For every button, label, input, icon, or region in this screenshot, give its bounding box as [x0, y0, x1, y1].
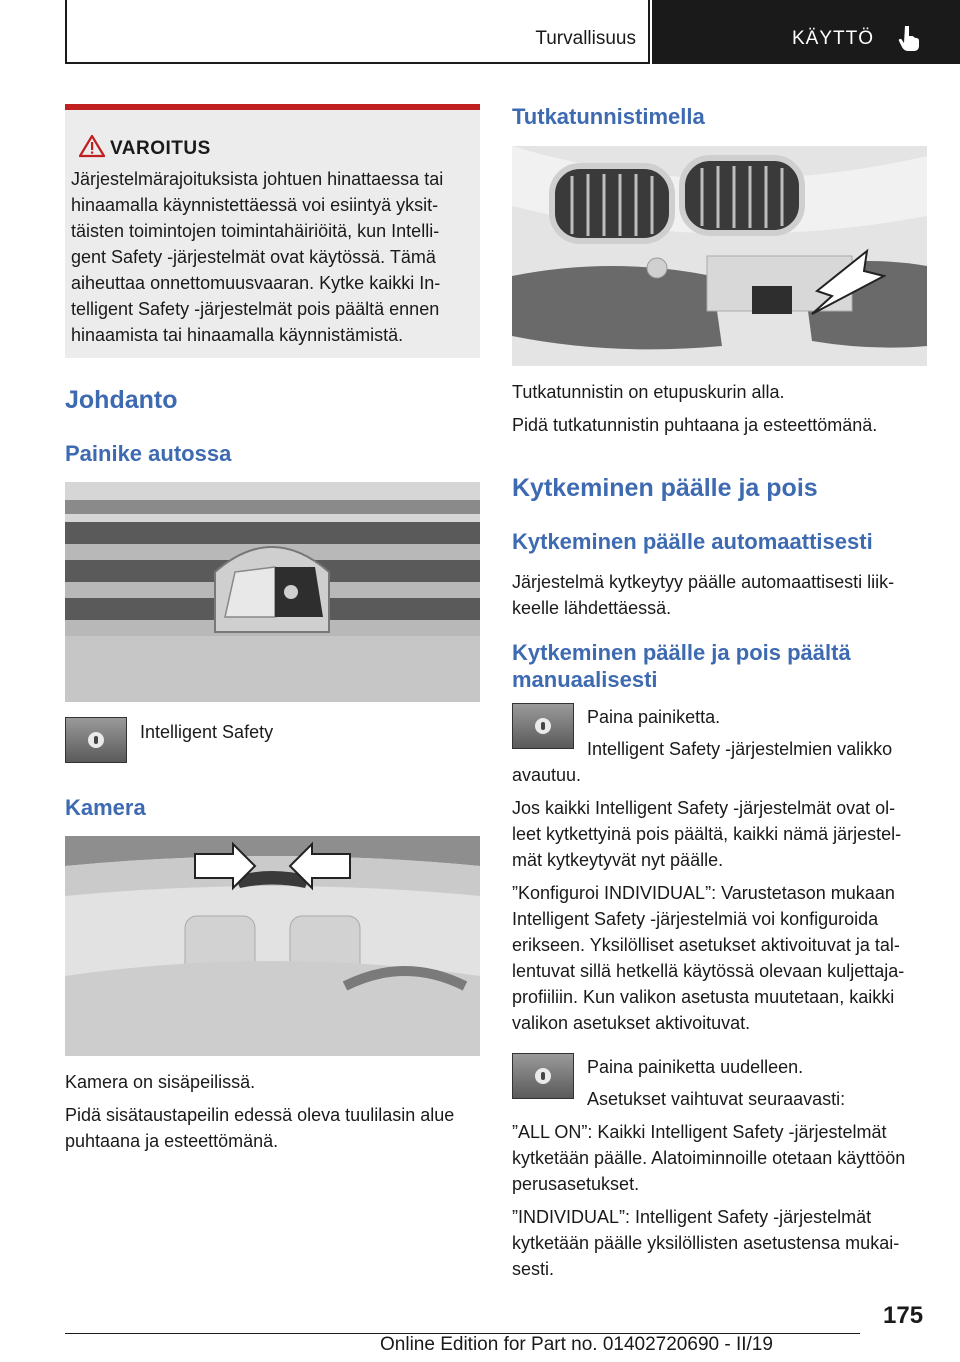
- warning-text-line: gent Safety -järjestelmät ovat käytössä. Tämä: [71, 247, 436, 267]
- intelligent-safety-button-icon: [65, 717, 127, 763]
- paragraph-6-line: sesti.: [512, 1259, 555, 1279]
- paragraph-4-line: ”Konfiguroi INDIVIDUAL”: Varustetason mukaan: [512, 883, 895, 903]
- heading-manual-line-2: manuaalisesti: [512, 667, 658, 692]
- heading-radar-sensor: Tutkatunnistimella: [512, 104, 705, 129]
- button-caption: Intelligent Safety: [140, 722, 274, 742]
- paragraph-4-line: profiiliin. Kun valikon asetusta muutetaan, kaikki: [512, 987, 895, 1007]
- paragraph-6-line: ”INDIVIDUAL”: Intelligent Safety -järjestelmät: [512, 1207, 872, 1227]
- heading-switching-on-off: Kytkeminen päälle ja pois: [512, 474, 818, 502]
- warning-text-line: täisten toimintojen toimintahäiriöitä, kun Intelli-: [71, 221, 440, 241]
- warning-text-line: aiheuttaa onnettomuusvaaran. Kytke kaikki In-: [71, 273, 441, 293]
- heading-camera: Kamera: [65, 795, 146, 820]
- menu-opens-line: Intelligent Safety -järjestelmien valikko: [587, 739, 893, 759]
- grille-button-photo: [65, 482, 480, 702]
- warning-box: [65, 104, 480, 358]
- paragraph-3-line: leet kytkettyinä pois päältä, kaikki nämä järjestel-: [512, 824, 902, 844]
- warning-text-line: telligent Safety -järjestelmät pois päältä ennen: [71, 299, 440, 319]
- header-section-tab: [65, 0, 650, 64]
- heading-introduction: Johdanto: [65, 386, 178, 414]
- header-chapter-title: KÄYTTÖ: [792, 28, 875, 49]
- pointing-hand-icon: [896, 24, 924, 52]
- menu-opens-line: avautuu.: [512, 765, 582, 785]
- auto-paragraph-line: Järjestelmä kytkeytyy päälle automaattisesti liik-: [512, 572, 895, 592]
- paragraph-5-line: kytketään päälle. Alatoiminnoille otetaan käyttöön: [512, 1148, 906, 1168]
- press-button-text: Paina painiketta.: [587, 707, 721, 727]
- paragraph-4-line: valikon asetukset aktivoituvat.: [512, 1013, 751, 1033]
- heading-button-in-car: Painike autossa: [65, 441, 232, 466]
- paragraph-3-line: Jos kaikki Intelligent Safety -järjestelmät ovat ol-: [512, 798, 896, 818]
- page-number: 175: [883, 1302, 924, 1329]
- heading-switching-on-automatically: Kytkeminen päälle automaattisesti: [512, 529, 873, 554]
- warning-text-line: Järjestelmärajoituksista johtuen hinattaessa tai: [71, 169, 444, 189]
- paragraph-4-line: lentuvat sillä hetkellä käytössä olevaan kuljettaja-: [512, 961, 905, 981]
- radar-paragraph-2: Pidä tutkatunnistin puhtaana ja esteettömänä.: [512, 415, 878, 435]
- settings-change-text: Asetukset vaihtuvat seuraavasti:: [587, 1089, 846, 1109]
- press-button-again-text: Paina painiketta uudelleen.: [587, 1057, 804, 1077]
- paragraph-3-line: mät kytkeytyvät nyt päälle.: [512, 850, 724, 870]
- intelligent-safety-button-icon: [512, 1053, 574, 1099]
- paragraph-4-line: Intelligent Safety -järjestelmiä voi konfiguroida: [512, 909, 879, 929]
- paragraph-5-line: perusasetukset.: [512, 1174, 640, 1194]
- warning-triangle-icon: [79, 134, 105, 158]
- front-bumper-radar-photo: [512, 146, 927, 366]
- warning-text-line: hinaamalla käynnistettäessä voi esiintyä yksit-: [71, 195, 439, 215]
- interior-camera-photo: [65, 836, 480, 1056]
- paragraph-6-line: kytketään päälle yksilöllisten asetustensa mukai-: [512, 1233, 900, 1253]
- camera-paragraph-2-line: Pidä sisätaustapeilin edessä oleva tuulilasin alue: [65, 1105, 455, 1125]
- warning-title: VAROITUS: [110, 138, 211, 159]
- intelligent-safety-button-icon: [512, 703, 574, 749]
- camera-paragraph-1: Kamera on sisäpeilissä.: [65, 1072, 256, 1092]
- footer-edition-text: Online Edition for Part no. 01402720690 - II/19: [380, 1334, 773, 1355]
- paragraph-4-line: erikseen. Yksilölliset asetukset aktivoituvat ja tal-: [512, 935, 900, 955]
- paragraph-5-line: ”ALL ON”: Kaikki Intelligent Safety -järjestelmät: [512, 1122, 887, 1142]
- radar-paragraph-1: Tutkatunnistin on etupuskurin alla.: [512, 382, 785, 402]
- heading-manual-line-1: Kytkeminen päälle ja pois päältä: [512, 640, 851, 665]
- header-section-title: Turvallisuus: [535, 28, 636, 49]
- warning-text-line: hinaamista tai hinaamalla käynnistämistä.: [71, 325, 404, 345]
- camera-paragraph-2-line: puhtaana ja esteettömänä.: [65, 1131, 279, 1151]
- header-chapter-tab: [652, 0, 960, 64]
- auto-paragraph-line: keelle lähdettäessä.: [512, 598, 672, 618]
